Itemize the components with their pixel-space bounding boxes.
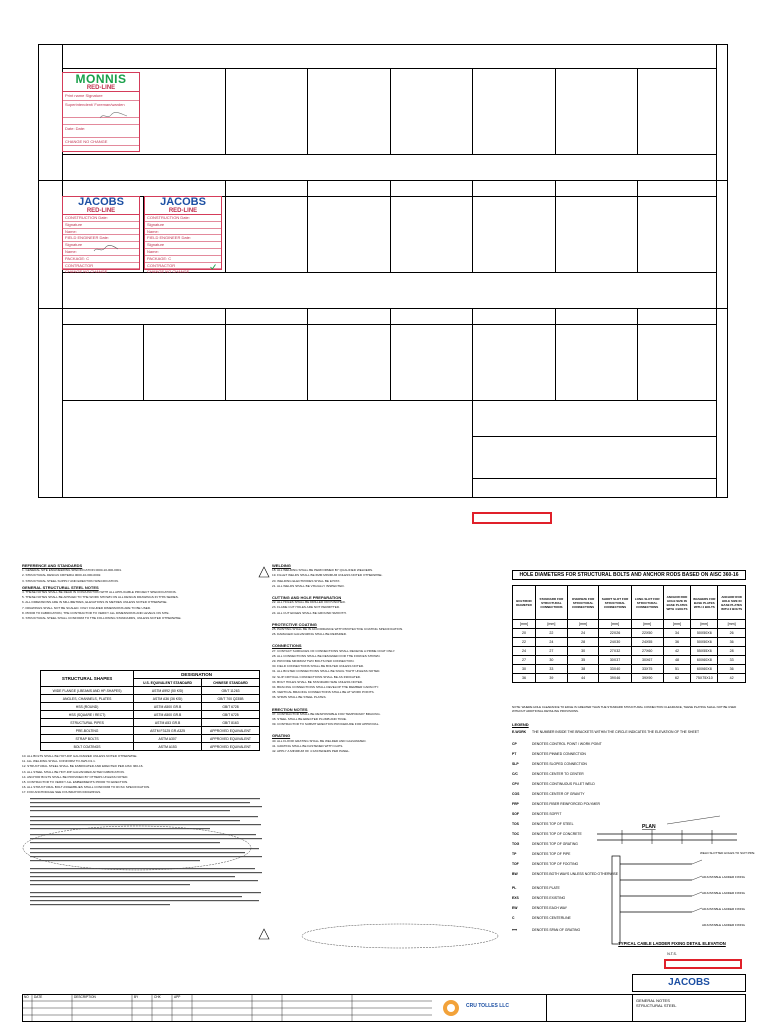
- note-line: 17. FOR ANCHORAGE SEE FOUNDATION DRAWINGS.: [22, 790, 102, 795]
- detail-callout: ADJUSTABLE LADDER FIXING: [702, 923, 745, 927]
- cover-frame: [38, 44, 728, 498]
- detail-callout: ADJUSTABLE LADDER FIXING: [702, 891, 745, 895]
- note-line: 40. ALL FLOOR GRATING SHALL BE WELDED AND GALVANIZED.: [272, 738, 367, 743]
- cover-grid-line: [38, 180, 728, 181]
- stamp-row: CHANGE NO CHANGE: [65, 269, 108, 275]
- note-line: 25. PAINTING SHALL BE IN ACCORDANCE WITH PROTECTIVE COATING SPECIFICATION.: [272, 627, 404, 632]
- revision-cloud: [300, 922, 500, 950]
- stamp-subtitle: RED-LINE: [63, 208, 139, 215]
- cover-grid-line: [472, 478, 716, 479]
- note-line: 19. FILLET WELDS SHALL BE 6MM MINIMUM UNLESS NOTED OTHERWISE.: [272, 573, 383, 578]
- table-header: LONG SLOT FOR STRUCTURAL CONNECTIONS: [631, 586, 663, 620]
- detail-callout: WELD SLOTTED HOLES TO SUIT PIPE: [700, 851, 755, 855]
- contractor-logo-icon: [440, 998, 462, 1018]
- stamp-row: Print name Signature: [63, 92, 139, 101]
- cover-grid-line: [62, 324, 716, 325]
- note-line: 38. STEEL SHALL BE ERECTED PLUMB AND TRUE.: [272, 717, 347, 722]
- revision-header-chk: CHK: [154, 995, 161, 999]
- notes-section-title: PROTECTIVE COATING: [272, 621, 317, 627]
- stamp-row: Name:: [63, 249, 139, 256]
- drawing-title-line: STRUCTURAL STEEL: [636, 1003, 677, 1008]
- table-row: PRE-BOLTING ASTM F3125 GR.A325 APPROVED EQUIVALENT: [41, 727, 260, 735]
- note-line: 8. PRIOR TO FABRICATION, THE CONTRACTOR TO VERIFY ALL DIMENSIONS AND LEVELS ON SITE.: [22, 610, 170, 615]
- stamp-row: Date: Date:: [63, 125, 139, 138]
- table-header: STRUCTURAL SHAPES: [41, 671, 134, 687]
- note-line: 1. GENERAL SITE ENGINEERING SPECIFICATION 0000-10-000-0001.: [22, 568, 122, 573]
- note-line: 10. ALL BOLTS SHALL BE HOT-DIP GALVANIZED UNLESS NOTED OTHERWISE.: [22, 754, 138, 758]
- note-line: 12. STRUCTURAL STEEL SHALL BE FABRICATED AND ERECTED PER AISC 360-16.: [22, 764, 144, 769]
- notes-section-title: CUTTING AND HOLE PREPARATION: [272, 595, 342, 601]
- monnis-redline-stamp: [62, 72, 140, 152]
- note-line: 7. DRAWINGS SHALL NOT BE SCALED. ONLY FIGURED DIMENSIONS ARE TO BE USED.: [22, 605, 151, 610]
- table-row: 30 33 38 33X40 33X75 51 60X60X8 36: [513, 665, 746, 674]
- table-header: SHORT SLOT FOR STRUCTURAL CONNECTIONS: [599, 586, 631, 620]
- note-line: 28. ALL CONNECTIONS SHALL BE DESIGNED FOR THE FORCES SHOWN.: [272, 653, 381, 658]
- revision-triangle-icon: [258, 928, 270, 940]
- signature-scribble: [99, 111, 129, 121]
- stamp-row: Name:: [145, 229, 221, 236]
- stamp-row: CONTRACTOR: [63, 263, 139, 270]
- note-line: 27. CONTACT SURFACES OF CONNECTIONS SHALL RECEIVE A PRIME COAT ONLY.: [272, 648, 396, 653]
- notes-section-title: GRATING: [272, 733, 291, 739]
- note-line: 34. BRACING CONNECTIONS SHALL DEVELOP THE MEMBER CAPACITY.: [272, 685, 379, 690]
- note-line: 24. ALL CUT EDGES SHALL BE GROUND SMOOTH.: [272, 610, 347, 615]
- table-header: DESIGNATION: [134, 671, 260, 679]
- note-line: 42. APPLY A MINIMUM OF 4 FASTENERS PER PANEL.: [272, 749, 350, 754]
- dense-notes-text-block: [22, 798, 267, 1018]
- contractor-name: CRU TOLLES LLC: [466, 1003, 509, 1009]
- stamp-row: FIELD ENGINEER Date:: [145, 235, 221, 242]
- drawing-sheet: REFERENCE AND STANDARDS 1. GENERAL SITE ENGINEERING SPECIFICATION 0000-10-000-0001. 2. STRUCTURAL DESIGN CRITERIA 0000-10-000-0002. 3. STRUCTURAL STEEL SUPPLY AND ERECTION SPECIFICATION. GENERAL STRUCTURAL STEEL NOTES 4. THESE NOTES SHALL BE READ IN CONJUNCTION WITH ALL APPLICABLE PROJECT SPECIFICATIONS. 5. THESE NOTES SHALL BE APPLIED TO THE WORK SHOWN ON ALL DESIGN DRAWINGS IN THIS SERIES. 6. ALL DIMENSIONS ARE IN MILLIMETRES, ELEVATIONS IN METRES UNLESS NOTED OTHERWISE. 7. DRAWINGS SHALL NOT BE SCALED. ONLY FIGURED DIMENSIONS ARE TO BE USED. 8. PRIOR TO FABRICATION, THE CONTRACTOR TO VERIFY ALL DIMENSIONS AND LEVELS ON SITE. 9. STRUCTURAL STEEL SHALL CONFORM TO THE FOLLOWING STANDARDS, UNLESS NOTED OTHERWISE. STRUCTURAL SHAPES DESIGNATION U.S. EQUIVALENT STANDARD CHINESE STANDARD WIDE FLANGE (I-BEAMS AND HP-SHAPES) ASTM A992 (50 KSI) GB/T 11263 ANGLES, CHANNELS, PLATES ASTM A36 (36 KSI) GB/T 700 Q235B HSS (ROUND) ASTM A500 GR.B GB/T 6728 HSS (SQUARE / RECT) ASTM A500 GR.B GB/T 6725 STRUCTURAL PIPES ASTM A53 GR.B GB/T 8163 PRE-BOLTING ASTM F3125 GR.A325 APPROVED EQUIVALENT STRAP BOLTS ASTM A307 APPROVED EQUIVALENT BOLT COATINGS ASTM A153 APPROVED EQUIVALENT 10. ALL BOLTS SHALL BE HOT-DIP GALVANIZED UNLESS NOTED OTHERWISE. 11. ALL WELDING SHALL CONFORM TO AWS D1.1. 12. STRUCTURAL STEEL SHALL BE FABRICATED AND ERECTED PER AISC 360-16. 13. ALL STEEL SHALL BE HOT-DIP GALVANIZED AFTER FABRICATION. 14. ANCHOR BOLTS SHALL BE PROVIDED BY OTHERS UNLESS NOTED. 15. CONTRACTOR TO VERIFY ALL EMBEDMENTS PRIOR TO ERECTION. 16. ALL STRUCTURAL BOLT ASSEMBLIES SHALL CONFORM TO RCSC SPECIFICATION. 17. FOR ANCHORAGE SEE FOUNDATION DRAWINGS. WELDING 18. ALL WELDING SHALL BE PERFORMED BY QUALIFIED WELDERS. 19. FILLET WELDS SHALL BE 6MM MINIMUM UNLESS NOTED OTHERWISE. 20. WELDING ELECTRODES SHALL BE E70XX. 21. ALL WELDS SHALL BE VISUALLY INSPECTED. CUTTING AND HOLE PREPARATION 22. ALL HOLES SHALL BE DRILLED OR PUNCHED. 23. FLAME CUT HOLES ARE NOT PERMITTED. 24. ALL CUT EDGES SHALL BE GROUND SMOOTH. PROTECTIVE COATING 25. PAINTING SHALL BE IN ACCORDANCE WITH PROTECTIVE COATING SPECIFICATION. 26. DAMAGED GALVANIZING SHALL BE REPAIRED. CONNECTIONS 27. CONTACT SURFACES OF CONNECTIONS SHALL RECEIVE A PRIME COAT ONLY. 28. ALL CONNECTIONS SHALL BE DESIGNED FOR THE FORCES SHOWN. 29. PROVIDE MINIMUM TWO BOLTS PER CONNECTION. 30. FIELD CONNECTIONS SHALL BE BOLTED UNLESS NOTED. 31. ALL BOLTED CONNECTIONS SHALL BE SNUG TIGHT UNLESS NOTED. 32. SLIP CRITICAL CONNECTIONS SHALL BE AS INDICATED. 33. BOLT HOLES SHALL BE STANDARD SIZE UNLESS NOTED. 34. BRACING CONNECTIONS SHALL DEVELOP THE MEMBER CAPACITY. 35. VERTICAL BRACING CONNECTIONS SHALL BE AT WORK POINTS. 36. SHIMS SHALL BE STEEL PLATES. ERECTION NOTES 37. CONTRACTOR SHALL BE RESPONSIBLE FOR TEMPORARY BRACING. 38. STEEL SHALL BE ERECTED PLUMB AND TRUE. 39. CONTRACTOR TO SUBMIT ERECTION PROCEDURE FOR APPROVAL. GRATING 40. ALL FLOOR GRATING SHALL BE WELDED AND GALVANIZED. 41. GRATING SHALL BE FASTENED WITH CLIPS. 42. APPLY A MINIMUM OF 4 FASTENERS PER PANEL. HOLE DIAMETERS FOR STRUCTURAL BOLTS AND ANCHOR RODS BASED ON AISC 360-16 BOLT/ROD DIAMETER STANDARD FOR STRUCTURAL CONNECTIONS OVERSIZE FOR STRUCTURAL CONNECTIONS SHORT SLOT FOR STRUCTURAL CONNECTIONS LONG SLOT FOR STRUCTURAL CONNECTIONS ANCHOR ROD HOLE SIZE IN BASE PLATES WITH 4 BOLTS WASHERS FOR BASE PLATES WITH 4 BOLTS ANCHOR ROD HOLE SIZE IN BASE PLATES WITH 2 BOLTS [mm] [mm] [mm] [mm] [mm] [mm] [mm] [mm] 20 22 24 22X26 22X50 34 50X50X6 26 22 24 28 24X30 24X55 36 50X50X6 36 24 27 30 27X32 27X60 42 55X55X6 28 27 30 35 30X37 30X67 48 60X60X8 33 30 33 38 33X40 33X75 51 60X60X8 36 36 39 44 39X46 39X90 62 75X75X10 42 NOTE: WHERE HOLE CLEARANCE TO EDGE IS GREATER THAN THE STANDARD STRUCTURAL CONNECTION CLEARANCE, THESE PLATING SHALL NOT BE USED WITHOUT ADDITIONAL DETAILING PROVISIONS. LEGEND E-WORK THE NUMBER INSIDE THE BRACKETS WITHIN THE CIRCLE INDICATES THE ELEVATION OF THE SHEET CP DENOTES CONTROL POINT / WORK POINT PT DENOTES PINNED CONNECTION SLP DENOTES SLOPED CONNECTION C/C DENOTES CENTER TO CENTER CPV DENOTES CONTINUOUS FILLET WELD COS DENOTES CENTER OF GRAVITY FRP DENOTES FIBER REINFORCED POLYMER SOF DENOTES SOFFIT TOS DENOTES TOP OF STEEL TOC DENOTES TOP OF CONCRETE TOG DENOTES TOP OF GRATING TP DENOTES TOP OF PIPE TOF DENOTES TOP OF FOOTING BW DENOTES BOTH WAYS UNLESS NOTED OTHERWISE PL DENOTES PLATE EXS DENOTES EXISTING EW DENOTES EACH WAY C DENOTES CENTERLINE ⟷ DENOTES SPAN OF GRATING PLAN WELD SLOTTED HOLES TO SUIT PIPE ADJUSTABLE LADDER FIXING ADJUSTABLE LADDER FIXING ADJUSTABLE LADDER FIXING ADJUSTABLE LADDER FIXING TYPICAL CABLE LADDER FIXING DETAIL ELEVATION N.T.S. JACOBS NO DATE DESCRIPTION BY CHK APP CRU TOLLES LLC GENERAL NOTES STRUCTURAL STEEL: [0, 558, 768, 1024]
- table-header: WASHERS FOR BASE PLATES WITH 4 BOLTS: [691, 586, 718, 620]
- detail-callout: ADJUSTABLE LADDER FIXING: [702, 875, 745, 879]
- redline-markup-box: [664, 959, 742, 969]
- stamp-row: Signature: [145, 242, 221, 249]
- revision-header-description: DESCRIPTION: [74, 995, 96, 999]
- cover-grid-line: [716, 44, 717, 498]
- table-header: U.S. EQUIVALENT STANDARD: [134, 679, 202, 687]
- note-line: 26. DAMAGED GALVANIZING SHALL BE REPAIRED.: [272, 632, 347, 637]
- cable-ladder-detail-drawing: [592, 820, 742, 950]
- note-line: 31. ALL BOLTED CONNECTIONS SHALL BE SNUG TIGHT UNLESS NOTED.: [272, 669, 381, 674]
- table-header: STANDARD FOR STRUCTURAL CONNECTIONS: [536, 586, 568, 620]
- cover-grid-line: [62, 68, 716, 69]
- stamp-row: CONSTRUCTION Date:: [63, 215, 139, 222]
- cover-grid-line: [62, 400, 716, 401]
- note-line: 2. STRUCTURAL DESIGN CRITERIA 0000-10-000-0002.: [22, 573, 102, 578]
- drawing-title-line: GENERAL NOTES: [636, 998, 670, 1003]
- structural-shapes-table: [40, 670, 260, 751]
- stamp-row: Signature: [145, 222, 221, 229]
- notes-section-title: WELDING: [272, 563, 291, 568]
- stamp-row: CONSTRUCTION Date:: [145, 215, 221, 222]
- table-header: OVERSIZE FOR STRUCTURAL CONNECTIONS: [567, 586, 599, 620]
- note-line: 15. CONTRACTOR TO VERIFY ALL EMBEDMENTS PRIOR TO ERECTION.: [22, 780, 129, 785]
- stamp-row: Signature: [63, 242, 139, 249]
- table-row: [mm] [mm] [mm] [mm] [mm] [mm] [mm] [mm]: [513, 620, 746, 629]
- notes-section-title: GENERAL STRUCTURAL STEEL NOTES: [22, 584, 99, 590]
- hole-diameters-table: [512, 585, 746, 683]
- note-line: 22. ALL HOLES SHALL BE DRILLED OR PUNCHED.: [272, 600, 346, 605]
- detail-title: TYPICAL CABLE LADDER FIXING DETAIL ELEVATION: [618, 941, 726, 946]
- company-logo: JACOBS: [668, 977, 710, 988]
- table-header: ANCHOR ROD HOLE SIZE IN BASE PLATES WITH 4 BOLTS: [663, 586, 691, 620]
- note-line: 36. SHIMS SHALL BE STEEL PLATES.: [272, 695, 327, 700]
- note-line: 32. SLIP CRITICAL CONNECTIONS SHALL BE AS INDICATED.: [272, 674, 361, 679]
- stamp-row: CHANGE NO CHANGE: [63, 138, 139, 147]
- note-line: 21. ALL WELDS SHALL BE VISUALLY INSPECTED.: [272, 583, 345, 588]
- table-row: WIDE FLANGE (I-BEAMS AND HP-SHAPES) ASTM A992 (50 KSI) GB/T 11263: [41, 687, 260, 695]
- stamp-row: Name:: [145, 249, 221, 256]
- cover-grid-line: [472, 436, 716, 437]
- note-line: 5. THESE NOTES SHALL BE APPLIED TO THE WORK SHOWN ON ALL DESIGN DRAWINGS IN THIS SERIES.: [22, 595, 179, 600]
- table-row: ANGLES, CHANNELS, PLATES ASTM A36 (36 KSI) GB/T 700 Q235B: [41, 695, 260, 703]
- note-line: 3. STRUCTURAL STEEL SUPPLY AND ERECTION SPECIFICATION.: [22, 578, 119, 583]
- note-line: 4. THESE NOTES SHALL BE READ IN CONJUNCTION WITH ALL APPLICABLE PROJECT SPECIFICATIONS.: [22, 590, 177, 595]
- drawing-title: [636, 998, 677, 1008]
- table-row: 24 27 30 27X32 27X60 42 55X55X6 28: [513, 647, 746, 656]
- table-header: CHINESE STANDARD: [202, 679, 260, 687]
- general-notes-continued: [22, 754, 267, 796]
- table-row: 36 39 44 39X46 39X90 62 75X75X10 42: [513, 674, 746, 683]
- legend-title: LEGEND: [512, 722, 529, 727]
- notes-section-title: ERECTION NOTES: [272, 706, 308, 712]
- note-line: 35. VERTICAL BRACING CONNECTIONS SHALL BE AT WORK POINTS.: [272, 690, 375, 695]
- table-row: HSS (SQUARE / RECT) ASTM A500 GR.B GB/T 6725: [41, 711, 260, 719]
- note-line: 13. ALL STEEL SHALL BE HOT-DIP GALVANIZED AFTER FABRICATION.: [22, 769, 125, 774]
- stamp-subtitle: RED-LINE: [63, 85, 139, 92]
- table-row: 27 30 35 30X37 30X67 48 60X60X8 33: [513, 656, 746, 665]
- stamp-row: Name:: [63, 229, 139, 236]
- note-line: 14. ANCHOR BOLTS SHALL BE PROVIDED BY OTHERS UNLESS NOTED.: [22, 774, 129, 779]
- table-header: BOLT/ROD DIAMETER: [513, 586, 536, 620]
- revision-header-date: DATE: [34, 995, 43, 999]
- note-line: 41. GRATING SHALL BE FASTENED WITH CLIPS.: [272, 743, 344, 748]
- stamp-row: PACKAGE: C: [63, 256, 139, 263]
- revision-header-app: APP: [174, 995, 181, 999]
- table-header: ANCHOR ROD HOLE SIZE IN BASE PLATES WITH 2 BOLTS: [718, 586, 746, 620]
- note-line: 18. ALL WELDING SHALL BE PERFORMED BY QUALIFIED WELDERS.: [272, 568, 373, 573]
- holes-table-title: HOLE DIAMETERS FOR STRUCTURAL BOLTS AND ANCHOR RODS BASED ON AISC 360-16: [512, 570, 746, 580]
- detail-scale: N.T.S.: [667, 952, 677, 956]
- holes-table-footnote: NOTE: WHERE HOLE CLEARANCE TO EDGE IS GREATER THAN THE STANDARD STRUCTURAL CONNECTION CLEARANCE, THESE PLATING SHALL NOT BE USED WITHOUT ADDITIONAL DETAILING PROVISIONS.: [512, 705, 737, 713]
- stamp-row: Superintendent/ Foreman/warden: [63, 101, 139, 118]
- table-row: STRUCTURAL PIPES ASTM A53 GR.B GB/T 8163: [41, 719, 260, 727]
- note-line: 20. WELDING ELECTRODES SHALL BE E70XX.: [272, 578, 341, 583]
- note-line: 11. ALL WELDING SHALL CONFORM TO AWS D1.1.: [22, 759, 96, 764]
- note-line: 16. ALL STRUCTURAL BOLT ASSEMBLIES SHALL CONFORM TO RCSC SPECIFICATION.: [22, 785, 151, 790]
- stamp-row: FIELD ENGINEER Date:: [63, 235, 139, 242]
- stamp-subtitle: RED-LINE: [145, 208, 221, 215]
- notes-section-title: CONNECTIONS: [272, 643, 302, 649]
- revision-header-no: NO: [24, 995, 29, 999]
- note-line: 6. ALL DIMENSIONS ARE IN MILLIMETRES, ELEVATIONS IN METRES UNLESS NOTED OTHERWISE.: [22, 600, 168, 605]
- stamp-brand: JACOBS: [78, 196, 124, 208]
- revision-triangle-icon: [258, 566, 270, 578]
- revision-header-by: BY: [134, 995, 139, 999]
- note-line: 29. PROVIDE MINIMUM TWO BOLTS PER CONNECTION.: [272, 659, 355, 664]
- company-logo-box: [632, 974, 746, 992]
- cover-grid-line: [38, 308, 728, 309]
- note-line: 39. CONTRACTOR TO SUBMIT ERECTION PROCEDURE FOR APPROVAL.: [272, 722, 380, 727]
- middle-notes: [272, 564, 502, 754]
- table-row: HSS (ROUND) ASTM A500 GR.B GB/T 6728: [41, 703, 260, 711]
- notes-section-title: REFERENCE AND STANDARDS: [22, 563, 83, 568]
- note-line: 37. CONTRACTOR SHALL BE RESPONSIBLE FOR TEMPORARY BRACING.: [272, 711, 381, 716]
- stamp-row: PACKAGE: C: [145, 256, 221, 263]
- note-line: 33. BOLT HOLES SHALL BE STANDARD SIZE UNLESS NOTED.: [272, 679, 364, 684]
- stamp-row: CHANGE NO CHANGE: [147, 269, 190, 275]
- stamp-brand: JACOBS: [160, 196, 206, 208]
- plan-label: PLAN: [642, 824, 656, 830]
- signature-scribble: [93, 245, 119, 253]
- jacobs-redline-stamp: [62, 196, 140, 275]
- stamp-row: Signature: [63, 222, 139, 229]
- table-row: 20 22 24 22X26 22X50 34 50X50X6 26: [513, 629, 746, 638]
- detail-callout: ADJUSTABLE LADDER FIXING: [702, 907, 745, 911]
- stamp-row: CONTRACTOR: [145, 263, 221, 270]
- stamp-brand: MONNIS: [75, 72, 127, 86]
- general-notes: [22, 564, 267, 621]
- redline-markup-box: [472, 512, 552, 524]
- table-row: BOLT COATINGS ASTM A153 APPROVED EQUIVALENT: [41, 743, 260, 751]
- table-row: STRAP BOLTS ASTM A307 APPROVED EQUIVALENT: [41, 735, 260, 743]
- table-row: 22 24 28 24X30 24X55 36 50X50X6 36: [513, 638, 746, 647]
- cover-grid-line: [62, 154, 716, 155]
- note-line: 9. STRUCTURAL STEEL SHALL CONFORM TO THE FOLLOWING STANDARDS, UNLESS NOTED OTHERWISE.: [22, 616, 182, 621]
- note-line: 23. FLAME CUT HOLES ARE NOT PERMITTED.: [272, 605, 340, 610]
- note-line: 30. FIELD CONNECTIONS SHALL BE BOLTED UNLESS NOTED.: [272, 664, 364, 669]
- checkmark-icon: [210, 264, 216, 270]
- jacobs-redline-stamp: [144, 196, 222, 275]
